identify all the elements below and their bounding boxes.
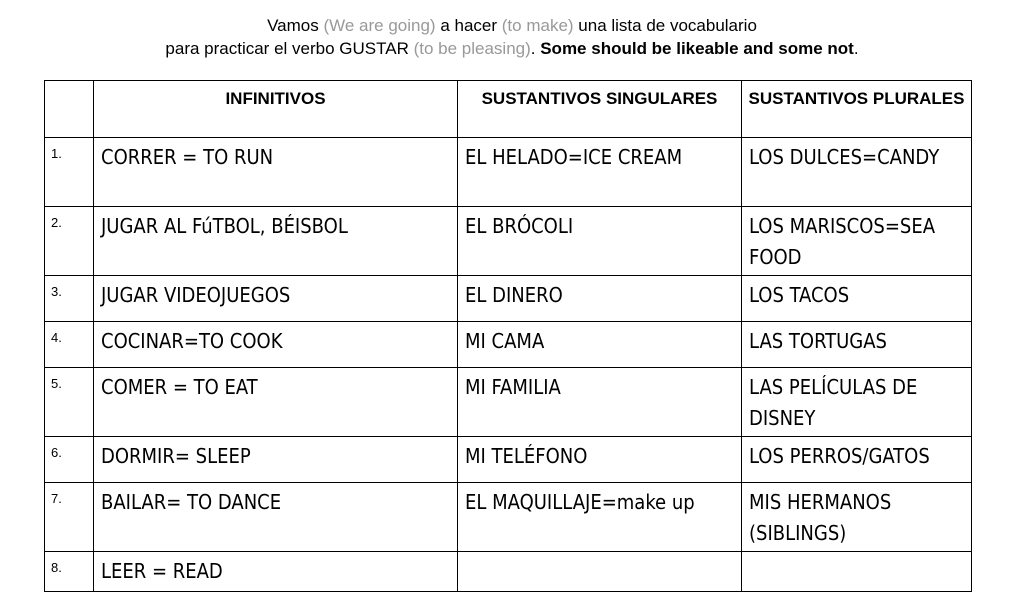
table-row	[45, 276, 972, 322]
infinitive-cell: BAILAR= TO DANCE	[94, 483, 458, 552]
infinitive-cell: LEER = READ	[94, 552, 458, 592]
row-number: 7.	[45, 483, 94, 552]
table-row	[45, 437, 972, 483]
row-number: 5.	[45, 368, 94, 437]
table-row	[45, 483, 972, 552]
table-row	[45, 207, 972, 276]
singular-noun-cell: EL DINERO	[458, 276, 742, 322]
infinitive-cell: JUGAR VIDEOJUEGOS	[94, 276, 458, 322]
infinitive-cell: COCINAR=TO COOK	[94, 322, 458, 368]
text-vamos: Vamos	[267, 16, 324, 35]
vocabulary-table	[44, 80, 972, 592]
plural-noun-cell: LOS DULCES=CANDY	[742, 138, 972, 207]
singular-noun-cell: MI TELÉFONO	[458, 437, 742, 483]
plural-noun-cell: LOS TACOS	[742, 276, 972, 322]
text-para-practicar: para practicar el verbo GUSTAR	[165, 39, 414, 58]
table-row	[45, 322, 972, 368]
plural-noun-cell	[742, 552, 972, 592]
text-a-hacer: a hacer	[435, 16, 502, 35]
translation-to-be-pleasing: (to be pleasing)	[413, 39, 531, 58]
row-number: 8.	[45, 552, 94, 592]
text-final-period: .	[853, 39, 859, 58]
table-row	[45, 552, 972, 592]
singular-noun-cell	[458, 552, 742, 592]
singular-noun-cell: MI FAMILIA	[458, 368, 742, 437]
plural-noun-cell: LAS PELÍCULAS DE DISNEY	[742, 368, 972, 437]
singular-noun-cell: EL MAQUILLAJE=make up	[458, 483, 742, 552]
header-sustantivos-plurales: SUSTANTIVOS PLURALES	[742, 81, 972, 138]
plural-noun-cell: LOS MARISCOS=SEA FOOD	[742, 207, 972, 276]
singular-noun-cell: EL HELADO=ICE CREAM	[458, 138, 742, 207]
row-number: 6.	[45, 437, 94, 483]
header-number	[45, 81, 94, 138]
singular-noun-cell: MI CAMA	[458, 322, 742, 368]
row-number: 2.	[45, 207, 94, 276]
instructions-line-1	[0, 14, 1024, 37]
plural-noun-cell: MIS HERMANOS (SIBLINGS)	[742, 483, 972, 552]
instructions-line-2	[0, 37, 1024, 60]
plural-noun-cell: LAS TORTUGAS	[742, 322, 972, 368]
infinitive-cell: JUGAR AL FúTBOL, BÉISBOL	[94, 207, 458, 276]
infinitive-cell: COMER = TO EAT	[94, 368, 458, 437]
infinitive-cell: CORRER = TO RUN	[94, 138, 458, 207]
row-number: 1.	[45, 138, 94, 207]
plural-noun-cell: LOS PERROS/GATOS	[742, 437, 972, 483]
infinitive-cell: DORMIR= SLEEP	[94, 437, 458, 483]
text-likeable-note: Some should be likeable and some not	[540, 39, 854, 58]
instructions-header	[0, 14, 1024, 60]
text-period: .	[530, 39, 541, 58]
text-una-lista: una lista de vocabulario	[573, 16, 757, 35]
row-number: 4.	[45, 322, 94, 368]
singular-noun-cell: EL BRÓCOLI	[458, 207, 742, 276]
table-row	[45, 368, 972, 437]
translation-we-are-going: (We are going)	[323, 16, 436, 35]
header-sustantivos-singulares: SUSTANTIVOS SINGULARES	[458, 81, 742, 138]
table-header-row	[45, 81, 972, 138]
row-number: 3.	[45, 276, 94, 322]
table-row	[45, 138, 972, 207]
translation-to-make: (to make)	[501, 16, 574, 35]
header-infinitivos: INFINITIVOS	[94, 81, 458, 138]
